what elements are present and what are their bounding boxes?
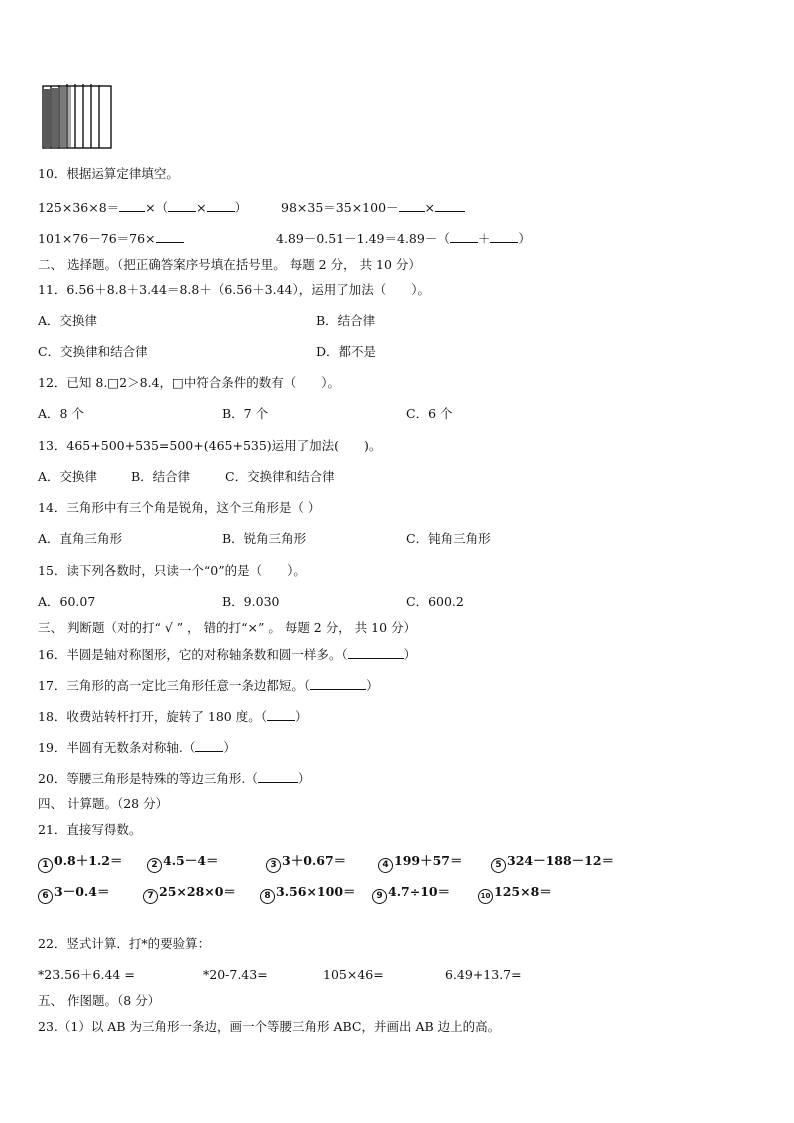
q10-row1-right: 98×35＝35×100－ × [281, 199, 465, 216]
q10-blank-7[interactable] [450, 230, 478, 243]
q10-expr-a: 125×36×8＝ [38, 200, 120, 215]
q22-item-4: 6.49+13.7= [445, 967, 522, 982]
q21-item-3: 3 3＋0.67＝ [266, 853, 346, 873]
q21-item-7: 7 25×28×0＝ [143, 884, 236, 904]
q10-blank-1[interactable] [119, 199, 145, 212]
q10-row2-left [38, 230, 184, 247]
q13-option-a[interactable]: A．交换律 [38, 469, 98, 484]
q12-stem: 12．已知 8.□2＞8.4，□中符合条件的数有（ ）。 [38, 375, 341, 390]
q10-blank-8[interactable] [490, 230, 518, 243]
q15-option-a[interactable]: A．60.07 [38, 594, 96, 609]
circled-number-icon: 10 [478, 889, 493, 904]
q21-item-4: 4 199＋57＝ [378, 853, 463, 873]
q21-item-2: 2 4.5－4＝ [147, 853, 218, 873]
q10-expr-c: 101×76－76＝76× [38, 231, 156, 246]
circled-number-icon: 3 [266, 858, 281, 873]
q15-stem: 15．读下列各数时，只读一个“0”的是（ ）。 [38, 563, 306, 578]
section2-title: 二、 选择题。（把正确答案序号填在括号里。 每题 2 分， 共 10 分） [38, 257, 421, 272]
q10-title: 10．根据运算定律填空。 [38, 166, 179, 181]
q22-item-2: *20-7.43= [203, 967, 268, 982]
q21-item-10: 10 125×8＝ [478, 884, 552, 904]
circled-number-icon: 1 [38, 858, 53, 873]
q16: 16．半圆是轴对称图形，它的对称轴条数和圆一样多。（ ） [38, 647, 417, 662]
q13-option-c[interactable]: C．交换律和结合律 [225, 469, 335, 484]
q15-option-b[interactable]: B．9.030 [222, 594, 280, 609]
q10-expr-b: 98×35＝35×100－ [281, 200, 399, 215]
q21-item-6: 6 3－0.4＝ [38, 884, 109, 904]
q21-item-9: 9 4.7÷10＝ [372, 884, 450, 904]
q22-item-3: 105×46= [323, 967, 384, 982]
section3-title: 三、 判断题（对的打“ √ ” ， 错的打“×” 。 每题 2 分， 共 10 分） [38, 620, 417, 635]
q15-option-c[interactable]: C．600.2 [406, 594, 464, 609]
q21-title: 21．直接写得数。 [38, 822, 142, 837]
q10-expr-d: 4.89－0.51－1.49＝4.89－（ [276, 231, 450, 246]
q14-option-a[interactable]: A．直角三角形 [38, 531, 123, 546]
q13-option-b[interactable]: B．结合律 [131, 469, 191, 484]
q17: 17．三角形的高一定比三角形任意一条边都短。（ ） [38, 678, 379, 693]
q20-answer-blank[interactable] [258, 770, 298, 783]
q18: 18．收费站转杆打开，旋转了 180 度。（ ） [38, 709, 308, 724]
q21-item-8: 8 3.56×100＝ [260, 884, 356, 904]
q10-blank-3[interactable] [207, 199, 235, 212]
fan-figure [42, 83, 112, 149]
q11-option-d[interactable]: D．都不是 [316, 344, 377, 359]
circled-number-icon: 2 [147, 858, 162, 873]
q14-option-c[interactable]: C．钝角三角形 [406, 531, 491, 546]
q23-text: 23.（1）以 AB 为三角形一条边，画一个等腰三角形 ABC，并画出 AB 边上的高。 [38, 1019, 501, 1034]
q21-item-1: 1 0.8＋1.2＝ [38, 853, 123, 873]
q11-option-c[interactable]: C．交换律和结合律 [38, 344, 148, 359]
q10-blank-2[interactable] [168, 199, 196, 212]
circled-number-icon: 4 [378, 858, 393, 873]
section5-title: 五、 作图题。（8 分） [38, 993, 161, 1008]
q14-option-b[interactable]: B．锐角三角形 [222, 531, 307, 546]
q12-option-c[interactable]: C．6 个 [406, 406, 453, 421]
q16-answer-blank[interactable] [348, 646, 404, 659]
q11-option-b[interactable]: B．结合律 [316, 313, 376, 328]
q10-blank-4[interactable] [399, 199, 425, 212]
q10-blank-6[interactable] [156, 230, 184, 243]
q17-answer-blank[interactable] [310, 677, 366, 690]
q10-blank-5[interactable] [435, 199, 465, 212]
q12-option-b[interactable]: B．7 个 [222, 406, 269, 421]
q22-title: 22．竖式计算．打*的要验算： [38, 936, 211, 951]
q14-stem: 14．三角形中有三个角是锐角，这个三角形是（ ） [38, 500, 321, 515]
circled-number-icon: 9 [372, 889, 387, 904]
circled-number-icon: 8 [260, 889, 275, 904]
q19: 19．半圆有无数条对称轴.（ ） [38, 740, 236, 755]
section4-title: 四、 计算题。（28 分） [38, 796, 169, 811]
q12-option-a[interactable]: A．8 个 [38, 406, 84, 421]
q18-answer-blank[interactable] [267, 708, 295, 721]
circled-number-icon: 7 [143, 889, 158, 904]
circled-number-icon: 5 [491, 858, 506, 873]
q10-row1-left: 125×36×8＝ ×（ × ） [38, 200, 248, 215]
q13-stem: 13．465+500+535=500+(465+535)运用了加法( )。 [38, 438, 382, 453]
q10-row2-right: 4.89－0.51－1.49＝4.89－（ ＋ ） [276, 231, 531, 246]
q20: 20．等腰三角形是特殊的等边三角形.（ ） [38, 771, 311, 786]
q11-stem: 11．6.56＋8.8＋3.44＝8.8＋（6.56＋3.44），运用了加法（ ）。 [38, 282, 430, 297]
q11-option-a[interactable]: A．交换律 [38, 313, 98, 328]
q19-answer-blank[interactable] [195, 739, 223, 752]
q21-item-5: 5 324－188－12＝ [491, 853, 614, 873]
circled-number-icon: 6 [38, 889, 53, 904]
q22-item-1: *23.56＋6.44 = [38, 967, 135, 982]
